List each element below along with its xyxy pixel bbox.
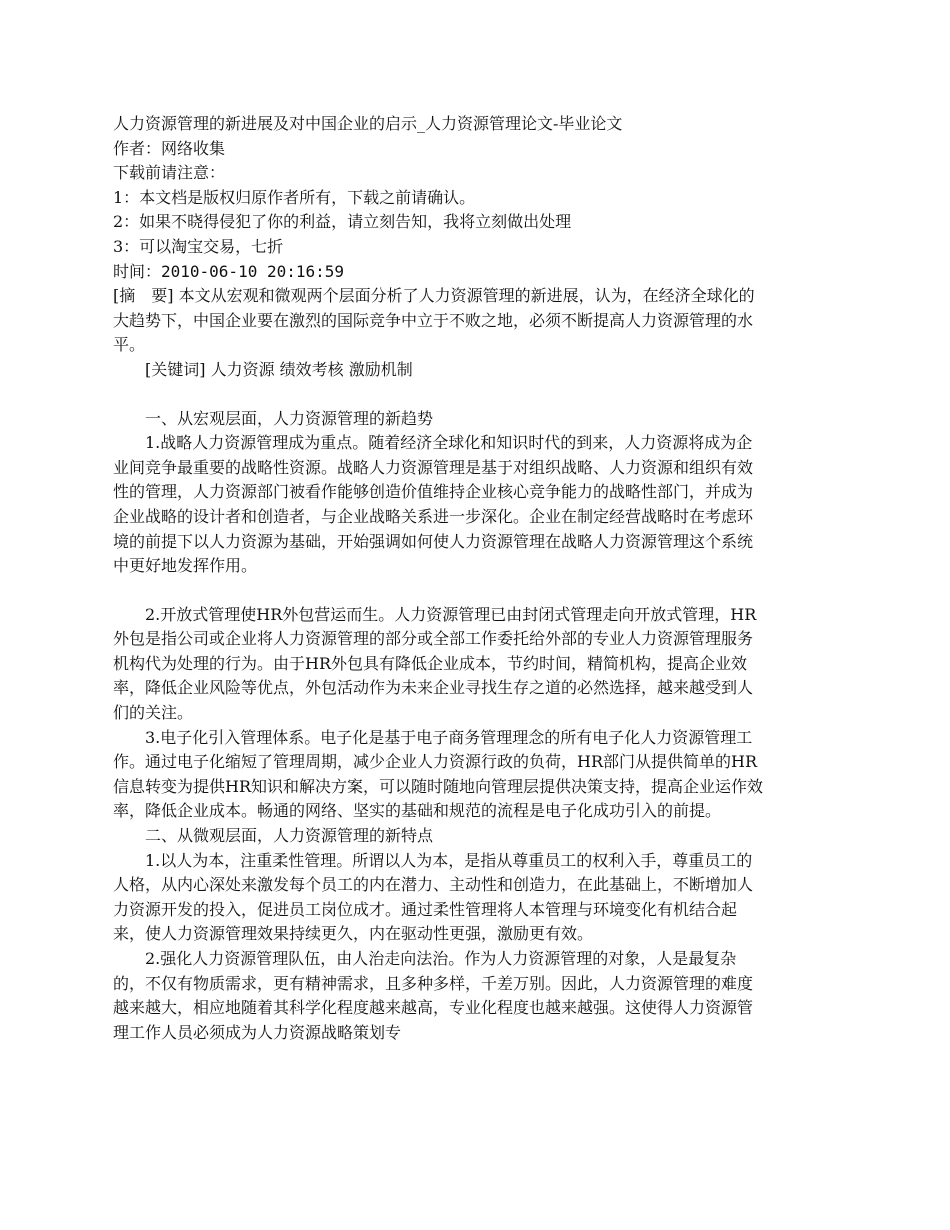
notice-item: 2：如果不晓得侵犯了你的利益，请立刻告知，我将立刻做出处理: [113, 212, 572, 232]
document-title: 人力资源管理的新进展及对中国企业的启示_人力资源管理论文-毕业论文: [113, 114, 623, 133]
section-heading: 二、从微观层面，人力资源管理的新特点: [145, 826, 434, 846]
notice-item: 1：本文档是版权归原作者所有，下载之前请确认。: [113, 187, 476, 207]
section-heading: 一、从宏观层面，人力资源管理的新趋势: [145, 408, 434, 428]
paragraph: 2.开放式管理使HR外包营运而生。人力资源管理已由封闭式管理走向开放式管理，HR外包是指公司或企业将人力资源管理的部分或全部工作委托给外部的专业人力资源管理服务机构代为处理的行为。由于HR外包具有降低企业成本，节约时间，精简机构，提高企业效率，降低企业风险等优点，外包活动作为未来企业寻找生存之道的必然选择，越来越受到人们的关注。: [113, 604, 757, 723]
time-line: 时间：2010-06-10 20:16:59: [113, 261, 345, 281]
document-body: [113, 112, 768, 1045]
paragraph: 1.以人为本，注重柔性管理。所谓以人为本，是指从尊重员工的权利入手，尊重员工的人格，从内心深处来激发每个员工的内在潜力、主动性和创造力，在此基础上，不断增加人力资源开发的投入，促进员工岗位成才。通过柔性管理将人本管理与环境变化有机结合起来，使人力资源管理效果持续更久，内在驱动性更强，激励更有效。: [113, 850, 754, 944]
paragraph: 1.战略人力资源管理成为重点。随着经济全球化和知识时代的到来，人力资源将成为企业间竞争最重要的战略性资源。战略人力资源管理是基于对组织战略、人力资源和组织有效性的管理，人力资源部门被看作能够创造价值维持企业核心竞争能力的战略性部门，并成为企业战略的设计者和创造者，与企业战略关系进一步深化。企业在制定经营战略时在考虑环境的前提下以人力资源为基础，开始强调如何使人力资源管理在战略人力资源管理这个系统中更好地发挥作用。: [113, 433, 754, 576]
notice-item: 3：可以淘宝交易，七折: [113, 236, 284, 256]
paragraph: 2.强化人力资源管理队伍，由人治走向法治。作为人力资源管理的对象，人是最复杂的，不仅有物质需求，更有精神需求，且多种多样，千差万别。因此，人力资源管理的难度越来越大，相应地随着其科学化程度越来越高，专业化程度也越来越强。这使得人力资源管理工作人员必须成为人力资源战略策划专: [113, 949, 754, 1042]
author-line: 作者：网络收集: [113, 138, 226, 158]
notice-heading: 下载前请注意：: [113, 163, 226, 183]
spacer: [113, 579, 768, 603]
abstract: [摘 要] 本文从宏观和微观两个层面分析了人力资源管理的新进展，认为，在经济全球化的大趋势下，中国企业要在激烈的国际竞争中立于不败之地，必须不断提高人力资源管理的水平。: [113, 286, 755, 355]
paragraph: 3.电子化引入管理体系。电子化是基于电子商务管理理念的所有电子化人力资源管理工作。通过电子化缩短了管理周期，减少企业人力资源行政的负荷，HR部门从提供简单的HR信息转变为提供HR知识和解决方案，可以随时随地向管理层提供决策支持，提高企业运作效率，降低企业成本。畅通的网络、坚实的基础和规范的流程是电子化成功引入的前提。: [113, 727, 764, 821]
spacer: [113, 383, 768, 407]
keywords: [关键词] 人力资源 绩效考核 激励机制: [145, 359, 413, 379]
